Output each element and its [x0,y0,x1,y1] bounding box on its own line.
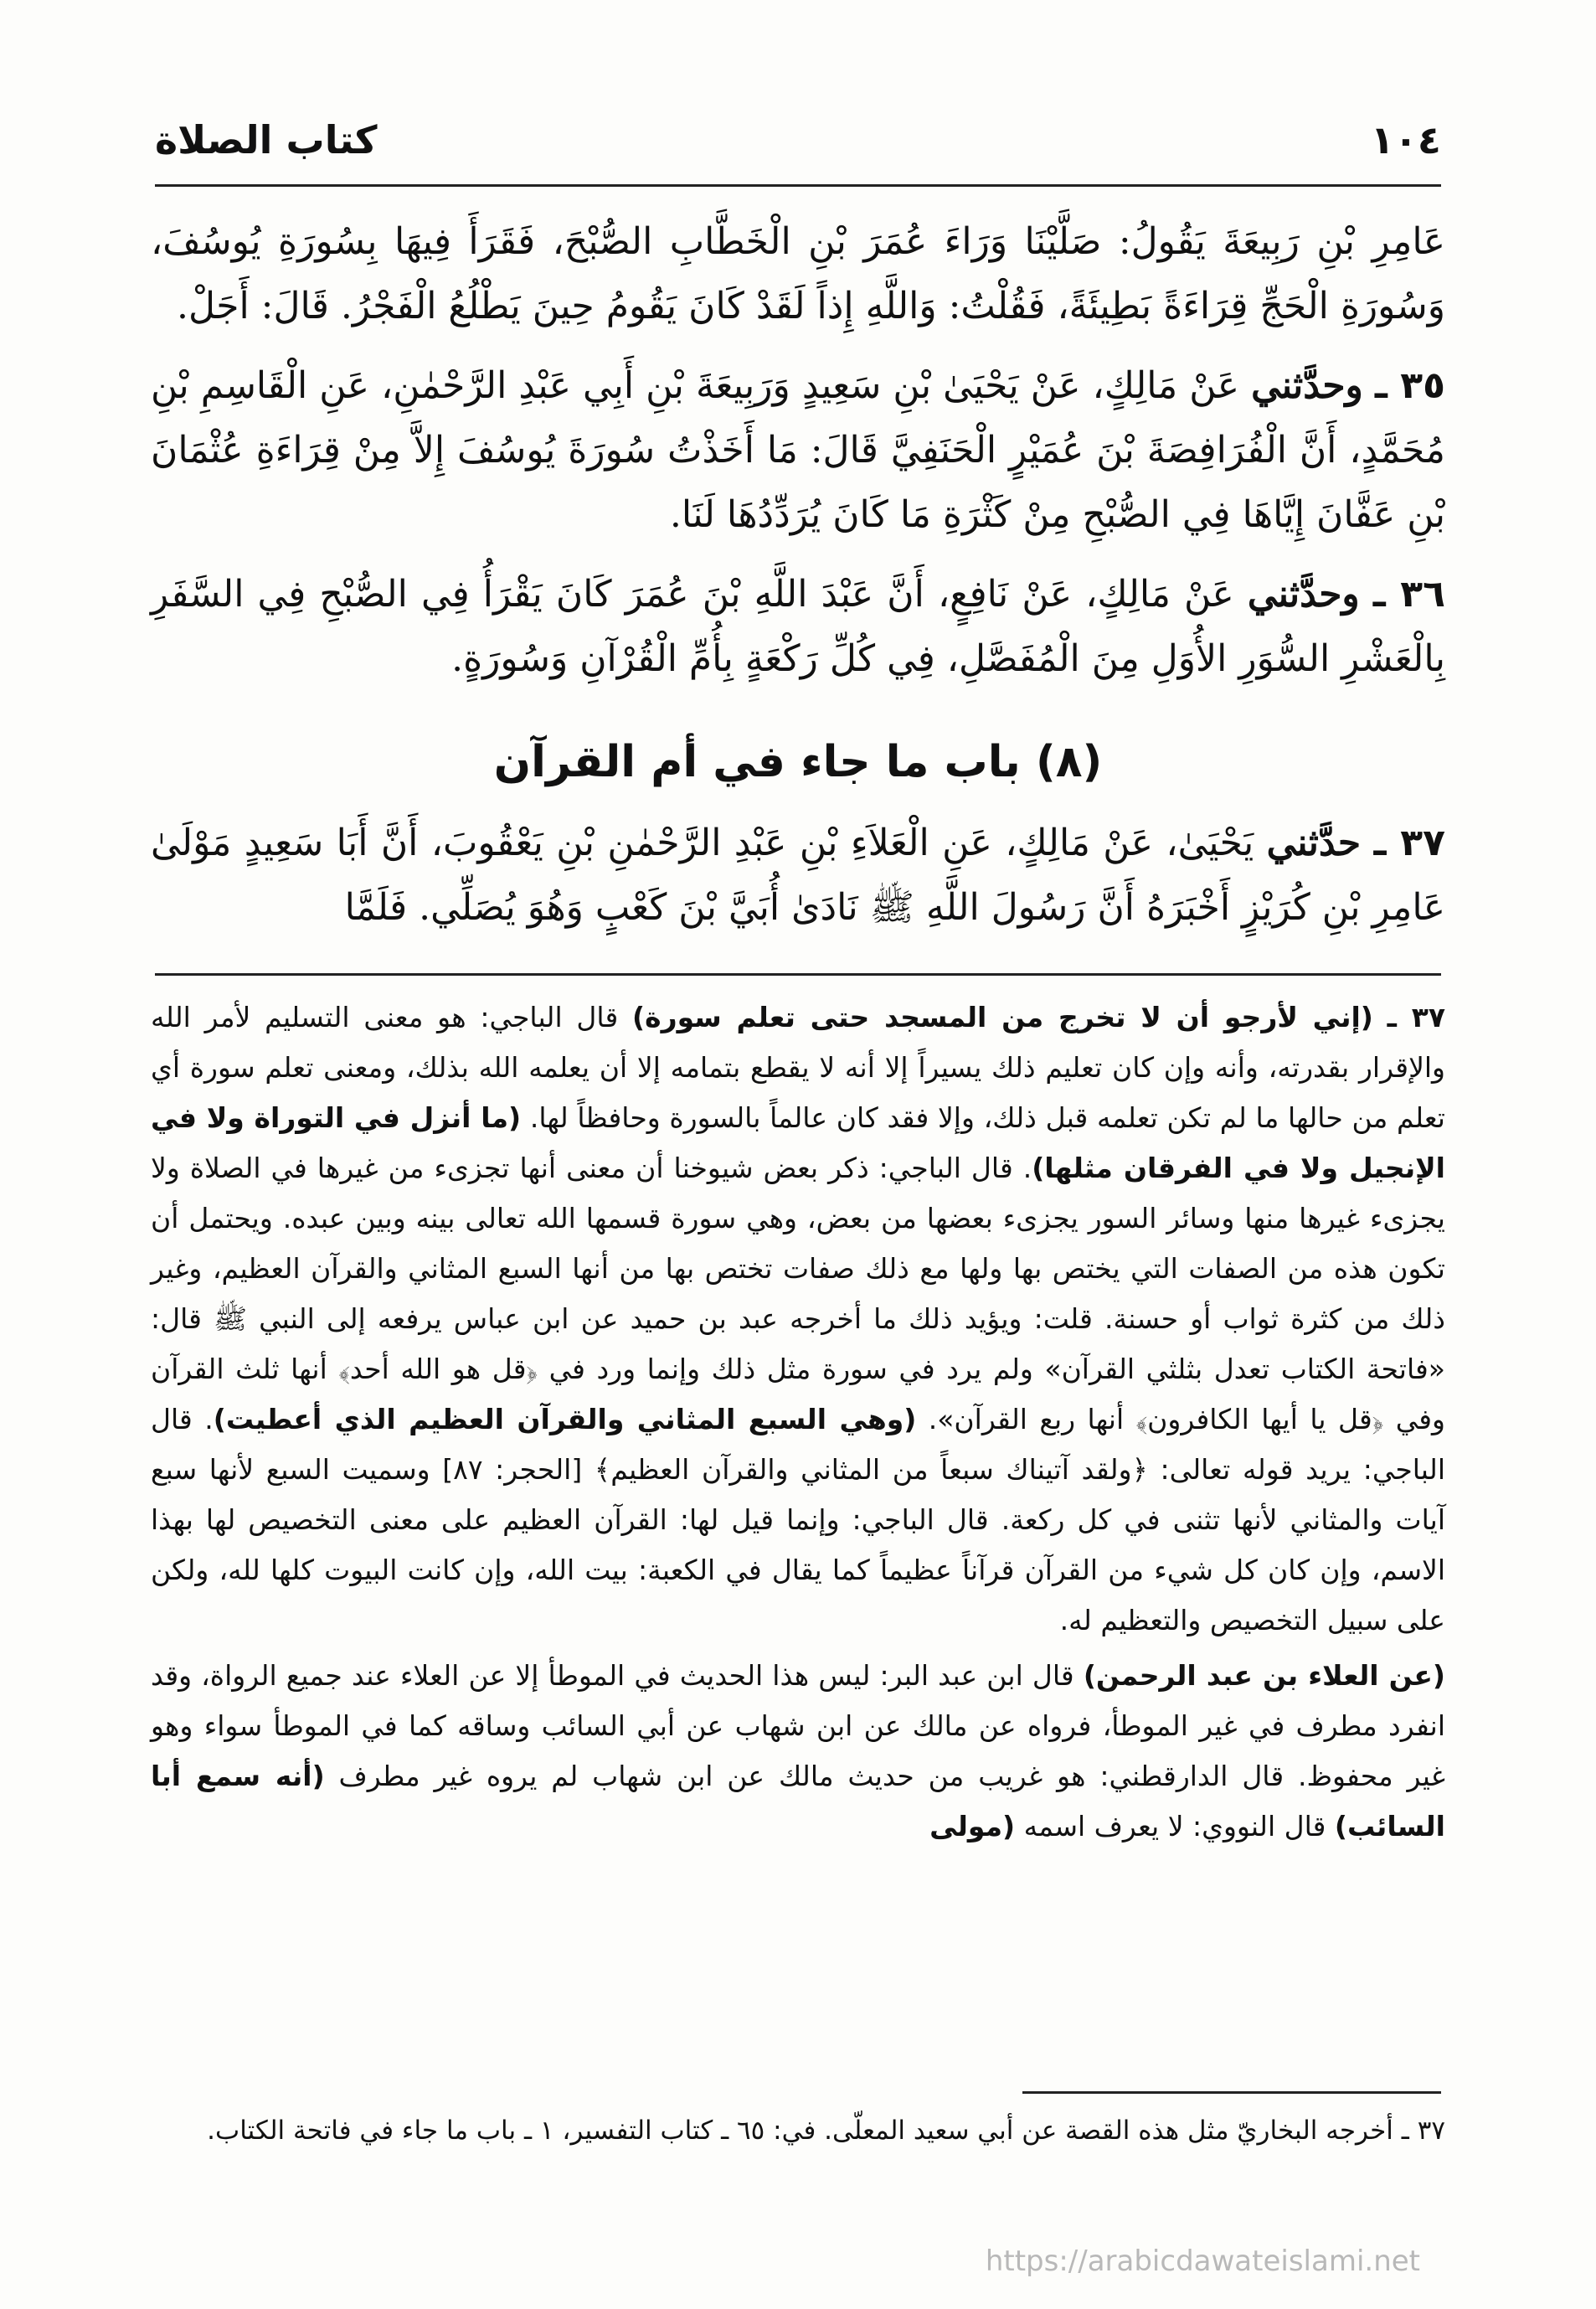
hadith-number: ٣٥ ـ [1374,364,1445,407]
header-divider [155,184,1441,187]
commentary-quote: (أنه سمع أبا السائب) [151,1760,1445,1843]
commentary-text: قال ابن عبد البر: ليس هذا الحديث في الموطأ إلا عن العلاء عند جميع الرواة، وقد انفرد مطرف في غير الموطأ، فرواه عن مالك عن ابن شهاب عن أبي السائب وساقه كما في الموطأ سواء وهو غير محفوظ. قال الدارقطني: هو غريب من حديث مالك عن ابن شهاب لم يروه غير مطرف [151,1659,1445,1792]
commentary-quote: (ما أنزل في التوراة ولا في الإنجيل ولا في الفرقان مثلها) [151,1101,1445,1184]
footnote-text: ٣٧ ـ أخرجه البخاريّ مثل هذه القصة عن أبي سعيد المعلّى. في: ٦٥ ـ كتاب التفسير، ١ ـ باب ما جاء في فاتحة الكتاب. [207,2116,1445,2146]
commentary-text: قال الباجي: هو معنى التسليم لأمر الله والإقرار بقدرته، وأنه وإن كان تعليم ذلك يسيراً إلا أنه لا يقطع بتمامه إلا أن يعلمه الله بذلك، ومعنى تعلم سورة أي تعلم من حالها ما لم تكن تعلمه قبل ذلك، وإلا فقد كان عالماً بالسورة وحافظاً لها. [151,1001,1445,1134]
hadith-lead: وحدَّثني [1247,573,1360,616]
hadith-number: ٣٦ ـ [1372,573,1445,616]
continuation-paragraph: عَامِرِ بْنِ رَبِيعَةَ يَقُولُ: صَلَّيْنَا وَرَاءَ عُمَرَ بْنِ الْخَطَّابِ الصُّبْحَ، فَقَرَأَ فِيهَا بِسُورَةِ يُوسُفَ، وَسُورَةِ الْحَجِّ قِرَاءَةً بَطِيئَةً، فَقُلْتُ: وَاللَّهِ إِذاً لَقَدْ كَانَ يَقُومُ حِينَ يَطْلُعُ الْفَجْرُ. قَالَ: أَجَلْ. [151,220,1445,327]
commentary-text: . قال الباجي: يريد قوله تعالى: ﴿ولقد آتيناك سبعاً من المثاني والقرآن العظيم﴾ [الحجر: ٨٧] وسميت السبع لأنها سبع آيات والمثاني لأنها تثنى في كل ركعة. قال الباجي: وإنما قيل لها: القرآن العظيم على معنى التخصيص لها بهذا الاسم، وإن كان كل شيء من القرآن قرآناً عظيماً كما يقال في الكعبة: بيت الله، وإن كانت البيوت كلها لله، ولكن على سبيل التخصيص والتعظيم له. [151,1403,1445,1636]
commentary-quote: (عن العلاء بن عبد الرحمن) [1083,1659,1445,1692]
hadith-37 [151,811,1445,940]
commentary-paragraph-1 [151,992,1445,1646]
commentary-divider [155,973,1441,976]
commentary-paragraph-2 [151,1651,1445,1852]
hadith-text-block-2 [151,811,1445,940]
hadith-text-block [151,209,1445,706]
page-number: ١٠٤ [1370,117,1441,162]
commentary-number: ٣٧ ـ [1387,1001,1445,1033]
commentary-quote: (مولى [929,1810,1016,1843]
commentary-text: . قال الباجي: ذكر بعض شيوخنا أن معنى أنها تجزىء من غيرها في الصلاة ولا يجزىء غيرها منها وسائر السور يجزىء بعضها من بعض، وهي سورة قسمها الله تعالى بينه وبين عبده. ويحتمل أن تكون هذه من الصفات التي يختص بها ولها مع ذلك صفات تختص بها من أنها السبع المثاني والقرآن العظيم، وغير ذلك من كثرة ثواب أو حسنة. قلت: ويؤيد ذلك ما أخرجه عبد بن حميد عن ابن عباس يرفعه إلى النبي ﷺ قال: «فاتحة الكتاب تعدل بثلثي القرآن» ولم يرد في سورة مثل ذلك وإنما ورد في ﴿قل هو الله أحد﴾ أنها ثلث القرآن وفي ﴿قل يا أيها الكافرون﴾ أنها ربع القرآن». [151,1152,1445,1435]
hadith-body: عَنْ مَالِكٍ، عَنْ يَحْيَىٰ بْنِ سَعِيدٍ وَرَبِيعَةَ بْنِ أَبِي عَبْدِ الرَّحْمٰنِ، عَنِ الْقَاسِمِ بْنِ مُحَمَّدٍ، أَنَّ الْفُرَافِصَةَ بْنَ عُمَيْرٍ الْحَنَفِيَّ قَالَ: مَا أَخَذْتُ سُورَةَ يُوسُفَ إِلاَّ مِنْ قِرَاءَةِ عُثْمَانَ بْنِ عَفَّانَ إِيَّاهَا فِي الصُّبْحِ مِنْ كَثْرَةِ مَا كَانَ يُرَدِّدُهَا لَنَا. [151,364,1445,536]
book-title: كتاب الصلاة [155,117,378,162]
hadith-lead: وحدَّثني [1251,364,1363,407]
hadith-36 [151,562,1445,691]
page-header [155,117,1441,184]
section-heading: (٨) باب ما جاء في أم القرآن [493,737,1103,787]
commentary-quote: (وهي السبع المثاني والقرآن العظيم الذي أعطيت) [213,1403,917,1435]
hadith-lead: حدَّثني [1266,822,1362,864]
commentary-block [151,992,1445,1857]
hadith-body: يَحْيَىٰ، عَنْ مَالِكٍ، عَنِ الْعَلاَءِ بْنِ عَبْدِ الرَّحْمٰنِ بْنِ يَعْقُوبَ، أَنَّ أَبَا سَعِيدٍ مَوْلَىٰ عَامِرِ بْنِ كُرَيْزٍ أَخْبَرَهُ أَنَّ رَسُولَ اللَّهِ ﷺ نَادَىٰ أُبَيَّ بْنَ كَعْبٍ وَهُوَ يُصَلِّي. فَلَمَّا [151,822,1445,929]
commentary-text: قال النووي: لا يعرف اسمه [1015,1810,1335,1843]
footnote-divider [1022,2091,1441,2094]
commentary-quote: (إني لأرجو أن لا تخرج من المسجد حتى تعلم سورة) [632,1001,1373,1033]
watermark-url: https://arabicdawateislami.net [985,2245,1420,2278]
hadith-body: عَنْ مَالِكٍ، عَنْ نَافِعٍ، أَنَّ عَبْدَ اللَّهِ بْنَ عُمَرَ كَانَ يَقْرَأُ فِي الصُّبْحِ فِي السَّفَرِ بِالْعَشْرِ السُّوَرِ الأُوَلِ مِنَ الْمُفَصَّلِ، فِي كُلِّ رَكْعَةٍ بِأُمِّ الْقُرْآنِ وَسُورَةٍ. [151,573,1445,680]
footnote-block [151,2106,1445,2155]
hadith-35 [151,353,1445,547]
hadith-number: ٣٧ ـ [1373,822,1445,864]
